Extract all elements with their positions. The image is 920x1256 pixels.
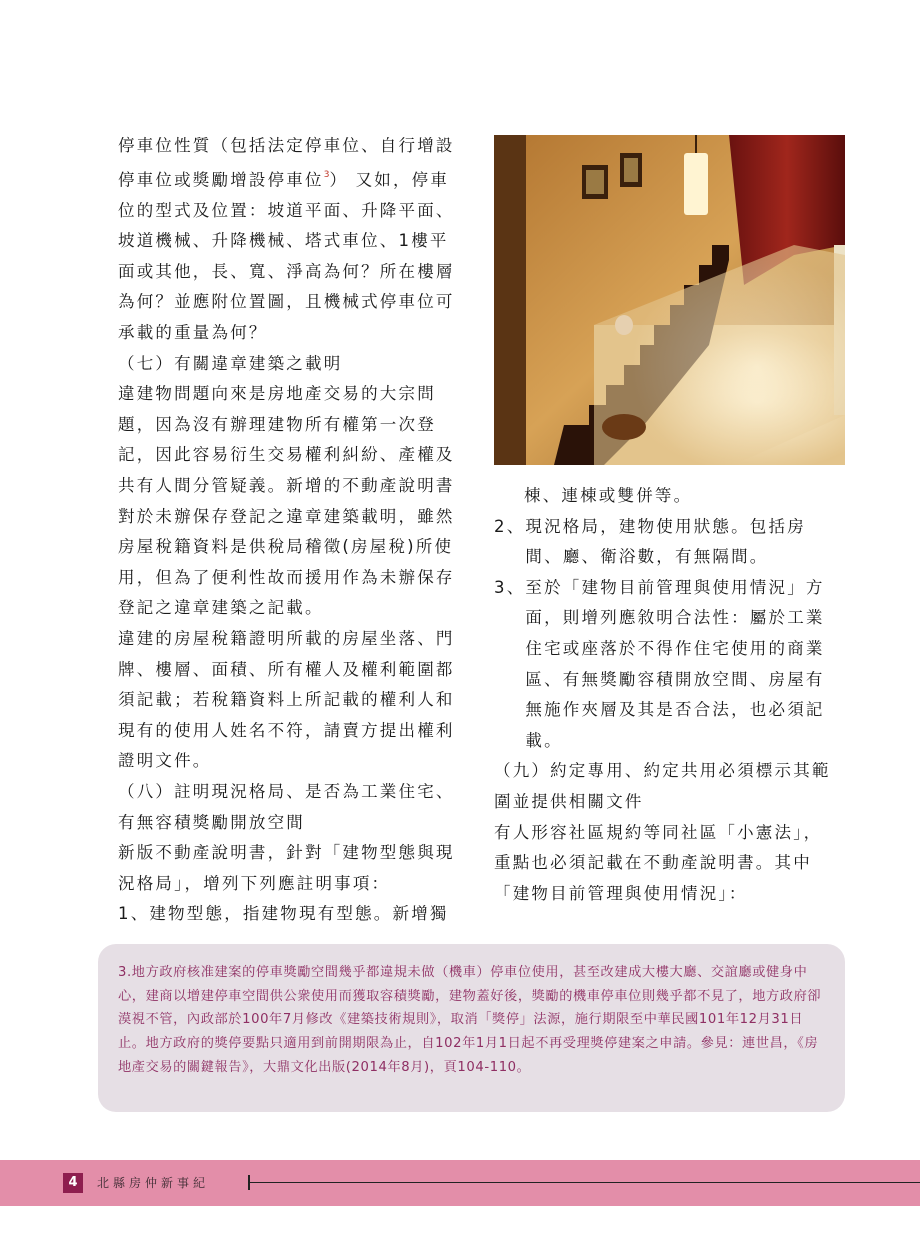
- list-item-text: 至於「建物目前管理與使用情況」方面，則增列應敘明合法性：屬於工業住宅或座落於不得作住宅使用的商業區、有無獎勵容積開放空間、房屋有無施作夾層及其是否合法，也必須記載。: [525, 577, 825, 750]
- page-number: 4: [63, 1173, 83, 1193]
- staircase-photo: [494, 135, 845, 465]
- footnote-box: [98, 944, 845, 1112]
- list-item-text: 建物型態，指建物現有型態。新增獨: [149, 904, 449, 924]
- paragraph-illegal-building: 違建物問題向來是房地產交易的大宗問題，因為沒有辦理建物所有權第一次登記，因此容易衍生交易權利糾紛、產權及共有人間分管疑義。新增的不動產說明書對於未辦保存登記之違章建築載明，雖然房屋稅籍資料是供稅局稽徵(房屋稅)所使用，但為了便利性故而援用作為未辦保存登記之違章建築之記載。: [118, 384, 455, 618]
- list-item-number: 1、: [118, 904, 150, 924]
- footnote-text: 3.地方政府核准建案的停車獎勵空間幾乎都違規未做（機車）停車位使用，甚至改建成大樓大廳、交誼廳或健身中心，建商以增建停車空間供公衆使用而獲取容積獎勵，建物蓋好後，獎勵的機車停車位則幾乎都不見了，地方政府卻漠視不管，內政部於100年7月修改《建築技術規則》，取消「獎停」法源，施行期限至中華民國101年12月31日止。地方政府的獎停要點只適用到前開期限為止，自102年1月1日起不再受理獎停建案之申請。參見：連世昌，《房地產交易的關鍵報告》，大鼎文化出版(2014年8月)，頁104-110。: [118, 965, 822, 1075]
- parking-text-a: 停車位性質（包括法定停車位、自行增設停車位或獎勵增設停車位: [118, 136, 455, 190]
- paragraph-community-rules: 有人形容社區規約等同社區「小憲法」，重點也必須記載在不動產說明書。其中「建物目前管理與使用情況」：: [494, 822, 823, 903]
- list-item-text: 現況格局，建物使用狀態。包括房間、廳、衛浴數，有無隔間。: [525, 516, 806, 567]
- paragraph-parking: [118, 131, 463, 349]
- parking-text-b: ） 又如，停車位的型式及位置：坡道平面、升降平面、坡道機械、升降機械、塔式車位、1樓平面或其他，長、寬、淨高為何？所在樓層為何？並應附位置圖，且機械式停車位可承載的重量為何？: [118, 170, 455, 343]
- section-heading-7: （七）有關違章建築之載明: [118, 353, 343, 373]
- list-item-1-continued: 棟、連棟或雙併等。: [524, 486, 693, 505]
- section-heading-9: （九）約定專用、約定共用必須標示其範圍並提供相關文件: [494, 761, 831, 811]
- footnote-ref[interactable]: 3: [323, 169, 330, 180]
- list-item-number: 3、: [494, 577, 526, 597]
- left-column: [118, 131, 463, 930]
- paragraph-tax-record: 違建的房屋稅籍證明所載的房屋坐落、門牌、樓層、面積、所有權人及權利範圍都須記載；若稅籍資料上所記載的權利人和現有的使用人姓名不符，請賣方提出權利證明文件。: [118, 629, 455, 771]
- publication-name: 北縣房仲新事紀: [97, 1176, 210, 1190]
- list-item-number: 2、: [494, 516, 526, 536]
- list-item-2: [494, 512, 834, 573]
- section-heading-8: （八）註明現況格局、是否為工業住宅、有無容積獎勵開放空間: [118, 781, 455, 832]
- paragraph-new-manual: 新版不動產說明書，針對「建物型態與現況格局」，增列下列應註明事項：: [118, 843, 455, 893]
- list-item-1: [118, 899, 463, 930]
- list-item-3: [494, 573, 834, 757]
- right-column: [494, 481, 834, 909]
- footer-rule: [250, 1182, 920, 1183]
